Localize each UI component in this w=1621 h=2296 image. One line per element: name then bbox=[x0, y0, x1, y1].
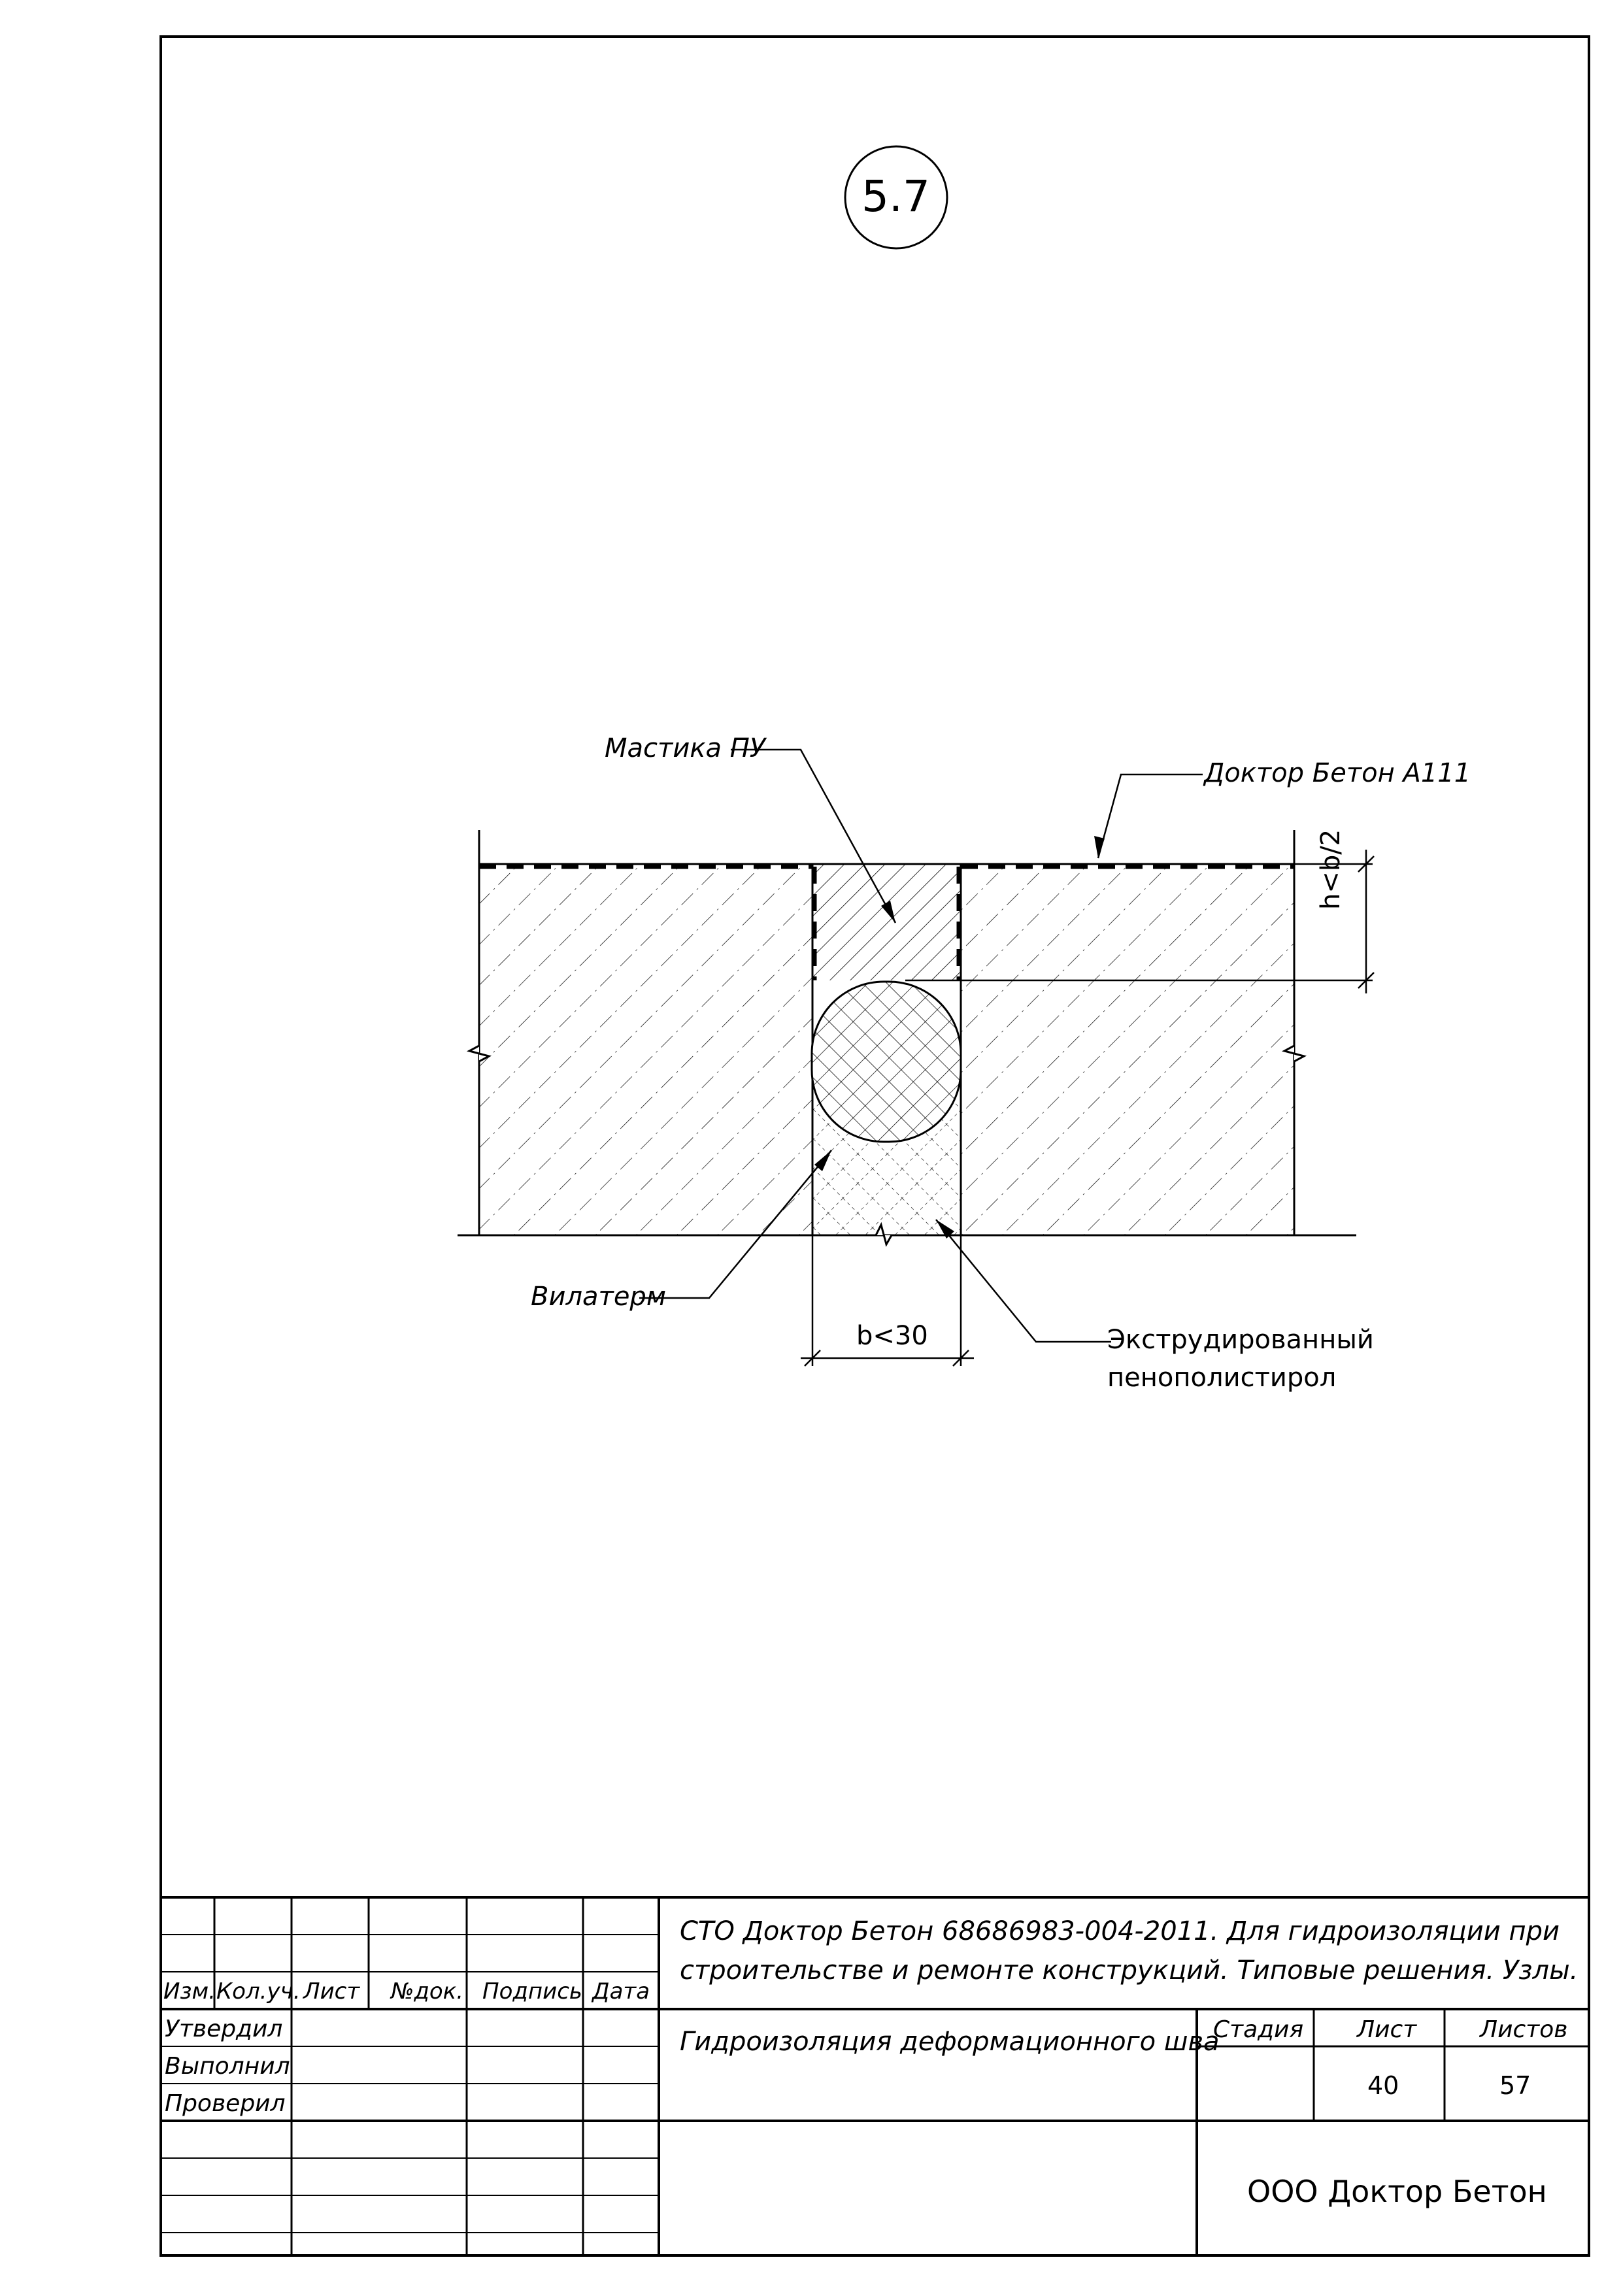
drawing-title: Гидроизоляция деформационного шва bbox=[680, 2027, 1220, 2057]
sheets-total: 57 bbox=[1499, 2071, 1531, 2100]
callout-coating-a111: Доктор Бетон А111 bbox=[1204, 758, 1471, 788]
document-designation-line2: строительстве и ремонте конструкций. Типовые решения. Узлы. bbox=[680, 1955, 1579, 1986]
sheet-label: Лист bbox=[1357, 2016, 1417, 2043]
role-performed: Выполнил bbox=[165, 2053, 290, 2080]
callout-eps-line1: Экструдированный bbox=[1107, 1325, 1374, 1355]
role-checked: Проверил bbox=[165, 2090, 286, 2117]
organization-name: ООО Доктор Бетон bbox=[1247, 2174, 1547, 2209]
stage-label: Стадия bbox=[1213, 2016, 1304, 2043]
col-header-podpis: Подпись bbox=[482, 1978, 582, 2005]
col-header-data: Дата bbox=[592, 1978, 650, 2005]
col-header-koluch: Кол.уч. bbox=[216, 1978, 301, 2005]
concrete-slab-left bbox=[479, 864, 812, 1235]
dimension-depth-label: h<b/2 bbox=[1316, 829, 1346, 910]
callout-eps-line2: пенополистирол bbox=[1107, 1363, 1337, 1393]
role-approved: Утвердил bbox=[165, 2016, 283, 2042]
document-designation-line1: СТО Доктор Бетон 68686983-004-2011. Для гидроизоляции при bbox=[680, 1916, 1560, 1946]
leader-coating bbox=[1094, 774, 1203, 858]
sheet-number: 40 bbox=[1367, 2071, 1399, 2100]
concrete-slab-right bbox=[961, 864, 1294, 1235]
dimension-width-label: b<30 bbox=[856, 1321, 928, 1351]
leader-eps bbox=[936, 1220, 1111, 1342]
callout-vilaterm: Вилатерм bbox=[531, 1282, 666, 1312]
callout-mastic-pu: Мастика ПУ bbox=[605, 733, 766, 763]
col-header-list: Лист bbox=[303, 1978, 360, 2005]
mastic-pu-fill bbox=[812, 864, 961, 980]
col-header-izm: Изм. bbox=[163, 1978, 216, 2005]
vilaterm-rod bbox=[812, 982, 961, 1142]
col-header-ndok: №док. bbox=[391, 1978, 464, 2005]
detail-marker-label: 5.7 bbox=[861, 171, 930, 222]
sheets-label: Листов bbox=[1480, 2016, 1568, 2043]
